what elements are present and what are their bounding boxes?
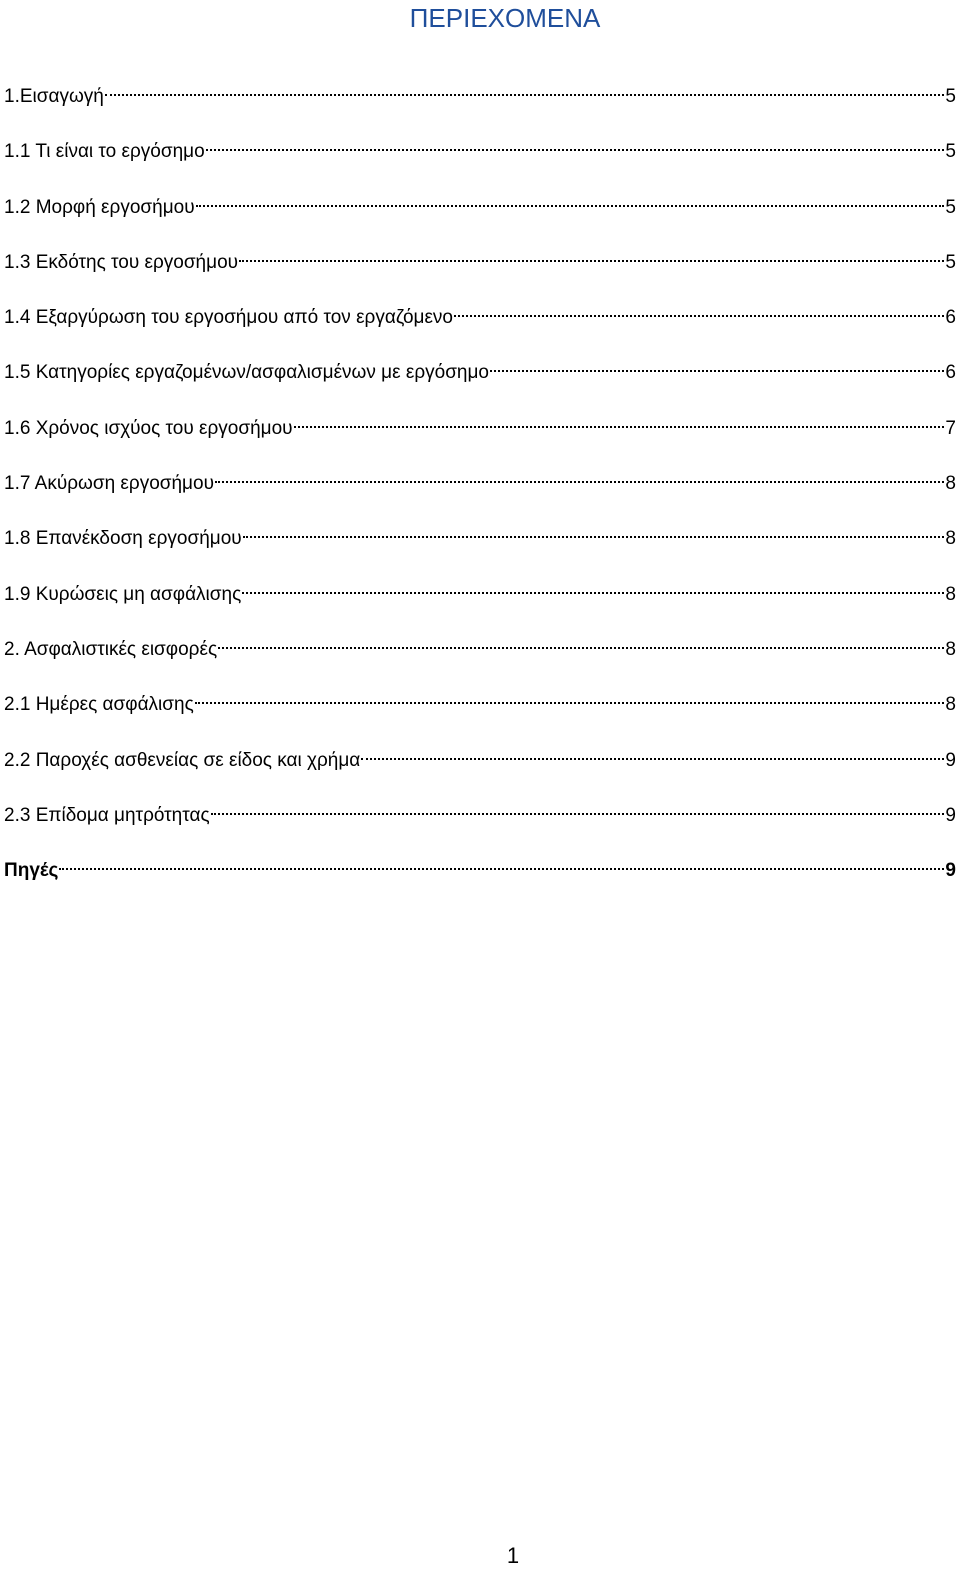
toc-entry-label: 1.Εισαγωγή [4, 86, 104, 107]
toc-title: ΠΕΡΙΕΧΟΜΕΝΑ [409, 3, 601, 33]
toc-entry[interactable] [4, 629, 956, 684]
dot-leader [105, 76, 945, 102]
toc-entry[interactable] [4, 297, 956, 352]
dot-leader [454, 297, 944, 323]
toc-entry[interactable] [4, 463, 956, 518]
toc-entry-page: 8 [945, 694, 956, 716]
toc-entry-page: 5 [945, 141, 956, 163]
toc-entry[interactable] [4, 795, 956, 850]
toc-entry-label: 1.9 Κυρώσεις μη ασφάλισης [4, 583, 242, 605]
toc-entry-label: Πηγές [4, 860, 59, 882]
toc-entry[interactable] [4, 518, 956, 573]
dot-leader [242, 574, 944, 600]
toc-entry[interactable] [4, 684, 956, 739]
page-number: 1 [506, 1543, 520, 1568]
toc-entry-label: 1.6 Χρόνος ισχύος του εργοσήμου [4, 417, 293, 439]
toc-entry-label: 1.1 Τι είναι το εργόσημο [4, 141, 205, 163]
toc-entry-label: 2.2 Παροχές ασθενείας σε είδος και χρήμα [4, 749, 361, 771]
toc-entry-page: 9 [945, 749, 956, 771]
dot-leader [206, 131, 945, 157]
dot-leader [215, 463, 944, 489]
table-of-contents [4, 76, 956, 905]
dot-leader [218, 629, 944, 655]
toc-entry[interactable] [4, 352, 956, 407]
dot-leader [239, 242, 944, 268]
dot-leader [211, 795, 945, 821]
toc-entry-page: 8 [945, 528, 956, 550]
toc-entry[interactable] [4, 242, 956, 297]
toc-entry[interactable] [4, 408, 956, 463]
toc-entry-page: 9 [945, 860, 956, 882]
toc-entry-page: 6 [945, 362, 956, 384]
toc-entry[interactable] [4, 76, 956, 131]
toc-entry-page: 9 [945, 804, 956, 826]
dot-leader [243, 518, 945, 544]
toc-entry-label: 1.2 Μορφή εργοσήμου [4, 196, 195, 218]
toc-entry-label: 2.3 Επίδομα μητρότητας [4, 804, 210, 826]
toc-entry-page: 8 [945, 473, 956, 495]
toc-entry-page: 7 [945, 417, 956, 439]
toc-entry-label: 1.4 Εξαργύρωση του εργοσήμου από τον εργαζόμενο [4, 307, 453, 329]
toc-entry-label: 1.3 Εκδότης του εργοσήμου [4, 251, 239, 273]
toc-entry-label: 1.5 Κατηγορίες εργαζομένων/ασφαλισμένων με εργόσημο [4, 362, 490, 384]
toc-entry-sources[interactable] [4, 850, 956, 905]
toc-entry-label: 2. Ασφαλιστικές εισφορές [4, 638, 218, 660]
toc-entry[interactable] [4, 131, 956, 186]
toc-entry-page: 6 [945, 307, 956, 329]
toc-entry[interactable] [4, 740, 956, 795]
toc-entry-label: 1.8 Επανέκδοση εργοσήμου [4, 528, 242, 550]
toc-entry[interactable] [4, 187, 956, 242]
dot-leader [195, 684, 945, 710]
dot-leader [196, 187, 945, 213]
toc-entry[interactable] [4, 574, 956, 629]
dot-leader [490, 352, 944, 378]
toc-entry-page: 5 [945, 86, 956, 107]
dot-leader [59, 850, 944, 876]
toc-entry-page: 5 [945, 196, 956, 218]
toc-entry-page: 8 [945, 638, 956, 660]
toc-entry-page: 8 [945, 583, 956, 605]
toc-entry-label: 2.1 Ημέρες ασφάλισης [4, 694, 194, 716]
toc-entry-label: 1.7 Ακύρωση εργοσήμου [4, 473, 214, 495]
dot-leader [361, 740, 944, 766]
toc-entry-page: 5 [945, 251, 956, 273]
dot-leader [294, 408, 945, 434]
